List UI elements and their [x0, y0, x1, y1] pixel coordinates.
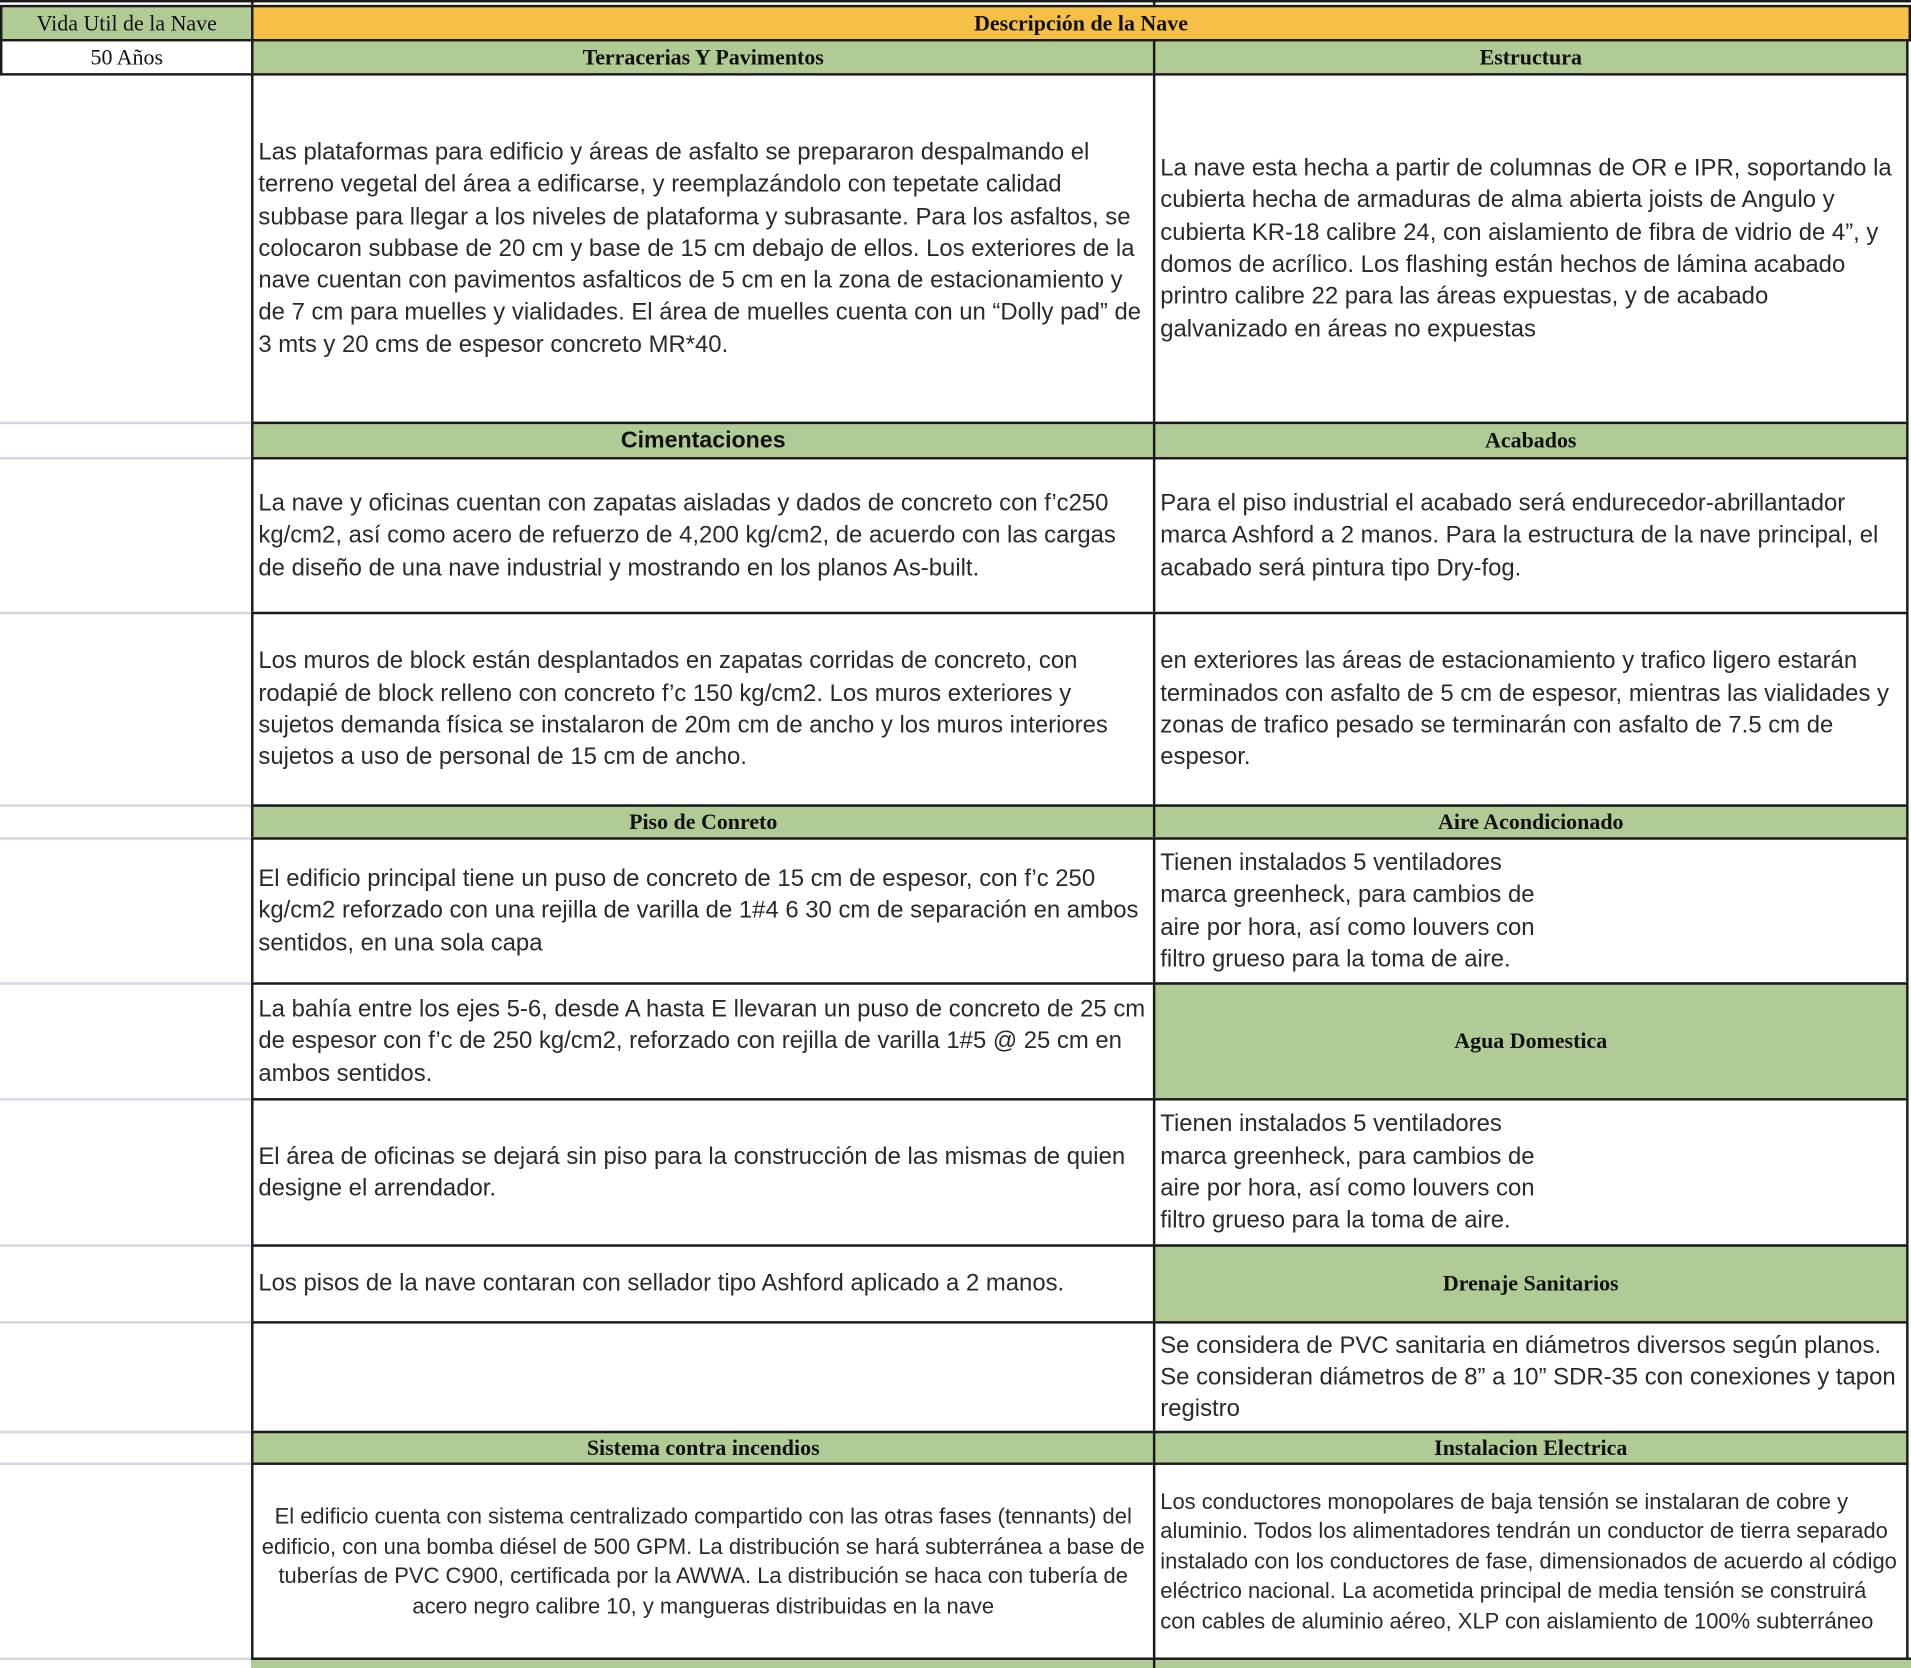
estructura-text-cell[interactable]	[1153, 73, 1909, 424]
piso-text1: El edificio principal tiene un puso de concreto de 15 cm de espesor, con f’c 250 kg/cm2 reforzado con una rejilla de varilla de 1#4 6 30 cm de separación en ambos sentidos, en una sola capa	[258, 865, 1139, 957]
aire-text-cell[interactable]	[1153, 837, 1909, 984]
piso-text3: El área de oficinas se dejará sin piso para la construcción de las mismas de quien designe el arrendador.	[258, 1142, 1126, 1202]
agua-text: Tienen instalados 5 ventiladores marca greenheck, para cambios de aire por hora, así como louvers con filtro grueso para la toma de aire.	[1160, 1110, 1535, 1234]
gridline	[0, 982, 252, 984]
drenaje-text-cell[interactable]	[1153, 1321, 1909, 1433]
piso-text2-cell[interactable]	[251, 982, 1155, 1100]
piso-text1-cell[interactable]	[251, 837, 1155, 984]
electrica-text: Los conductores monopolares de baja tensión se instalaran de cobre y aluminio. Todos los alimentadores tendrán un conductor de tierra separado instalado con los conductores de fase, dimensionados de acuerdo al código eléctrico nacional. La acometida principal de media tensión se construirá con cables de aluminio aéreo, XLP con aislamiento de 100% subterráneo	[1160, 1489, 1897, 1633]
life-label: Vida Util de la Nave	[36, 10, 217, 35]
cimentaciones-text1: La nave y oficinas cuentan con zapatas aisladas y dados de concreto con f’c250 kg/cm2, así como acero de refuerzo de 4,200 kg/cm2, de acuerdo con las cargas de diseño de una nave industrial y mostrando en los planos As-built.	[258, 489, 1116, 581]
agua-text-cell[interactable]	[1153, 1098, 1909, 1247]
acabados-text2: en exteriores las áreas de estacionamiento y trafico ligero estarán terminados con asfalto de 5 cm de espesor, mientras las vialidades y zonas de trafico pesado se terminarán con asfalto de 7.5 cm de espesor.	[1160, 647, 1889, 771]
gridline	[0, 1244, 252, 1246]
gridline	[0, 612, 252, 614]
electrica-title: Instalacion Electrica	[1434, 1435, 1628, 1460]
cimentaciones-header[interactable]	[251, 422, 1155, 460]
gridline	[0, 804, 252, 806]
gridline	[0, 1321, 252, 1323]
gridline	[0, 837, 252, 839]
incendios-header[interactable]	[251, 1431, 1155, 1465]
electrica-text-cell[interactable]	[1153, 1463, 1909, 1660]
next-row-partial	[251, 1658, 1911, 1668]
drenaje-title: Drenaje Sanitarios	[1442, 1271, 1619, 1296]
cimentaciones-text2-cell[interactable]	[251, 612, 1155, 807]
estructura-header[interactable]	[1153, 39, 1909, 76]
next-row-divider	[1153, 1658, 1155, 1668]
estructura-text: La nave esta hecha a partir de columnas de OR e IPR, soportando la cubierta hecha de armaduras de alma abierta joists de Angulo y cubierta KR-18 calibre 24, con aislamiento de fibra de vidrio de 4”, y domos de acrílico. Los flashing están hechos de lámina acabado printro calibre 22 para las áreas expuestas, y de acabado galvanizado en áreas no expuestas	[1160, 154, 1892, 342]
life-value: 50 Años	[90, 44, 164, 69]
estructura-title: Estructura	[1479, 44, 1582, 69]
agua-title: Agua Domestica	[1454, 1028, 1608, 1053]
piso-text2: La bahía entre los ejes 5-6, desde A hasta E llevaran un puso de concreto de 25 cm de espesor con f’c de 250 kg/cm2, reforzado con rejilla de varilla 1#5 @ 25 cm en ambos sentidos.	[258, 995, 1146, 1087]
gridline	[0, 1463, 252, 1465]
piso-text4: Los pisos de la nave contaran con sellador tipo Ashford aplicado a 2 manos.	[258, 1270, 1065, 1298]
piso-header[interactable]	[251, 804, 1155, 839]
terracerias-header[interactable]	[251, 39, 1155, 76]
cimentaciones-text2: Los muros de block están desplantados en zapatas corridas de concreto, con rodapié de block relleno con concreto f’c 150 kg/cm2. Los muros exteriores y sujetos demanda física se instalaron de 20m cm de ancho y los muros interiores sujetos a uso de personal de 15 cm de ancho.	[258, 647, 1108, 771]
main-header: Descripción de la Nave	[974, 10, 1188, 35]
agua-header[interactable]	[1153, 982, 1909, 1100]
gridline	[0, 422, 252, 424]
incendios-text: El edificio cuenta con sistema centralizado compartido con las otras fases (tennants) del edificio, con una bomba diésel de 500 GPM. La distribución se hará subterránea a base de tuberías de PVC C900, certificada por la AWWA. La distribución se haca con tubería de acero negro calibre 10, y mangueras distribuidas en la nave	[261, 1503, 1145, 1618]
drenaje-text: Se considera de PVC sanitaria en diámetros diversos según planos. Se consideran diámetros de 8” a 10” SDR-35 con conexiones y tapon registro	[1160, 1331, 1896, 1423]
empty-cell[interactable]	[251, 1321, 1155, 1433]
life-label-cell[interactable]	[0, 5, 254, 42]
acabados-text1-cell[interactable]	[1153, 457, 1909, 614]
acabados-title: Acabados	[1485, 427, 1577, 453]
cimentaciones-title: Cimentaciones	[620, 427, 786, 453]
aire-header[interactable]	[1153, 804, 1909, 839]
drenaje-header[interactable]	[1153, 1244, 1909, 1323]
piso-text3-cell[interactable]	[251, 1098, 1155, 1247]
incendios-text-cell[interactable]	[251, 1463, 1155, 1660]
acabados-text2-cell[interactable]	[1153, 612, 1909, 807]
acabados-header[interactable]	[1153, 422, 1909, 460]
terracerias-text-cell[interactable]	[251, 73, 1155, 424]
aire-title: Aire Acondicionado	[1438, 809, 1624, 834]
gridline	[0, 1098, 252, 1100]
gridline	[0, 1431, 252, 1433]
acabados-text1: Para el piso industrial el acabado será endurecedor-abrillantador marca Ashford a 2 manos. Para la estructura de la nave principal, el acabado será pintura tipo Dry-fog.	[1160, 489, 1879, 581]
electrica-header[interactable]	[1153, 1431, 1909, 1465]
gridline	[0, 1658, 252, 1660]
main-header-cell[interactable]	[251, 5, 1911, 42]
terracerias-text: Las plataformas para edificio y áreas de asfalto se prepararon despalmando el terreno vegetal del área a edificarse, y reemplazándolo con tepetate calidad subbase para llegar a los niveles de plataforma y subrasante. Para los asfaltos, se colocaron subbase de 20 cm y base de 15 cm debajo de ellos. Los exteriores de la nave cuentan con pavimentos asfalticos de 5 cm en la zona de estacionamiento y de 7 cm para muelles y vialidades. El área de muelles cuenta con un “Dolly pad” de 3 mts y 20 cms de espesor concreto MR*40.	[258, 138, 1142, 358]
incendios-title: Sistema contra incendios	[586, 1435, 820, 1460]
terracerias-title: Terracerias Y Pavimentos	[582, 44, 824, 69]
piso-text4-cell[interactable]	[251, 1244, 1155, 1323]
aire-text: Tienen instalados 5 ventiladores marca greenheck, para cambios de aire por hora, así como louvers con filtro grueso para la toma de aire.	[1160, 849, 1535, 973]
life-value-cell[interactable]	[0, 39, 254, 76]
gridline	[0, 457, 252, 459]
cimentaciones-text1-cell[interactable]	[251, 457, 1155, 614]
piso-title: Piso de Conreto	[629, 809, 778, 834]
